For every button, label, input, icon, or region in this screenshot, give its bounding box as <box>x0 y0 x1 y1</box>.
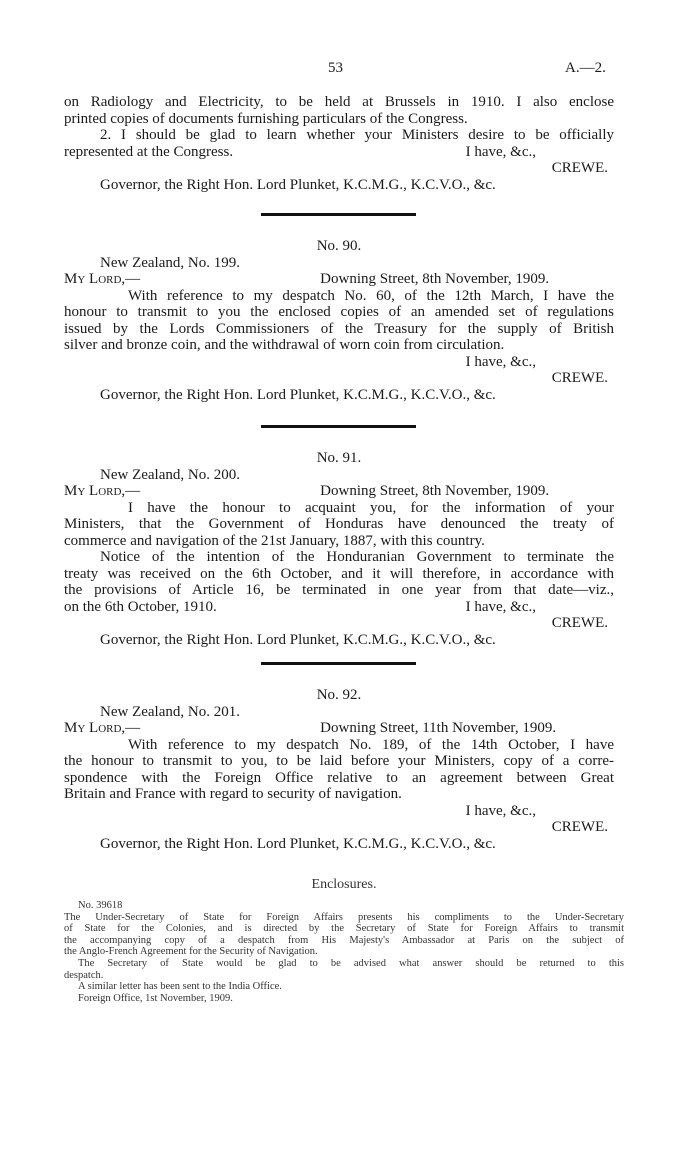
despatch-number: No. 92. <box>316 687 362 703</box>
place-date: Downing Street, 11th November, 1909. <box>320 720 557 736</box>
enclosure-line: despatch. <box>64 969 104 981</box>
closing-formula: I have, &c., <box>465 598 536 615</box>
enclosure-line: of State for the Colonies, and is directed by the Secretary of State for Foreign Affairs to transmit <box>64 923 624 935</box>
new-zealand-number: New Zealand, No. 201. <box>100 703 240 720</box>
page-number: 53 <box>328 60 343 76</box>
new-zealand-number: New Zealand, No. 199. <box>100 254 240 271</box>
body-line: on Radiology and Electricity, to be held at Brussels in 1910. I also enclose <box>64 94 614 110</box>
signature: CREWE. <box>551 160 608 176</box>
body-line: honour to transmit to you the enclosed copies of an amended set of regulations <box>64 304 614 320</box>
body-line: 2. I should be glad to learn whether your Ministers desire to be officially <box>100 127 614 143</box>
enclosure-number: No. 39618 <box>78 900 123 911</box>
addressee: Governor, the Right Hon. Lord Plunket, K.C.M.G., K.C.V.O., &c. <box>100 631 496 648</box>
salutation: My Lord,— <box>64 483 141 499</box>
body-line: the provisions of Article 16, be terminated in one year from that date—viz., <box>64 582 614 598</box>
page-header <box>0 60 700 80</box>
section-divider <box>261 213 416 216</box>
enclosures-title: Enclosures. <box>311 877 377 892</box>
section-divider <box>261 662 416 665</box>
body-line: represented at the Congress. <box>64 143 234 160</box>
enclosure-line: The Under-Secretary of State for Foreign Affairs presents his compliments to the Under-Secretary <box>64 911 624 923</box>
body-line: treaty was received on the 6th October, and it will therefore, in accordance with <box>64 565 614 582</box>
addressee: Governor, the Right Hon. Lord Plunket, K.C.M.G., K.C.V.O., &c. <box>100 386 496 403</box>
signature: CREWE. <box>551 370 608 386</box>
body-line: issued by the Lords Commissioners of the Treasury for the supply of British <box>64 320 614 337</box>
previous-despatch-continuation <box>64 94 614 193</box>
body-line: spondence with the Foreign Office relative to an agreement between Great <box>64 769 614 786</box>
body-line: I have the honour to acquaint you, for the information of your <box>128 499 614 516</box>
enclosures-section <box>64 876 624 1004</box>
closing-formula: I have, &c., <box>465 802 536 819</box>
despatch-90 <box>64 238 614 403</box>
enclosure-line: Foreign Office, 1st November, 1909. <box>78 992 233 1004</box>
addressee: Governor, the Right Hon. Lord Plunket, K.C.M.G., K.C.V.O., &c. <box>100 835 496 852</box>
section-divider <box>261 425 416 428</box>
section-reference: A.—2. <box>565 60 606 76</box>
body-line: With reference to my despatch No. 60, of the 12th March, I have the <box>128 287 614 304</box>
new-zealand-number: New Zealand, No. 200. <box>100 466 240 483</box>
place-date: Downing Street, 8th November, 1909. <box>320 483 550 499</box>
body-line: on the 6th October, 1910. <box>64 598 217 615</box>
despatch-number: No. 91. <box>316 450 362 466</box>
despatch-number: No. 90. <box>316 238 362 254</box>
place-date: Downing Street, 8th November, 1909. <box>320 271 550 287</box>
body-line: Ministers, that the Government of Honduras have denounced the treaty of <box>64 516 614 532</box>
despatch-91 <box>64 450 614 648</box>
signature: CREWE. <box>551 615 608 631</box>
body-line: silver and bronze coin, and the withdrawal of worn coin from circulation. <box>64 337 505 353</box>
body-line: printed copies of documents furnishing particulars of the Congress. <box>64 110 468 127</box>
enclosure-line: the accompanying copy of a despatch from His Majesty's Ambassador at Paris on the subject of <box>64 934 624 946</box>
addressee: Governor, the Right Hon. Lord Plunket, K.C.M.G., K.C.V.O., &c. <box>100 176 496 193</box>
signature: CREWE. <box>551 819 608 835</box>
body-line: With reference to my despatch No. 189, of the 14th October, I have <box>128 736 614 753</box>
salutation: My Lord,— <box>64 271 141 287</box>
enclosure-line: A similar letter has been sent to the India Office. <box>78 981 282 993</box>
body-line: Britain and France with regard to security of navigation. <box>64 786 402 802</box>
body-line: Notice of the intention of the Honduranian Government to terminate the <box>100 549 614 565</box>
enclosure-line: The Secretary of State would be glad to be advised what answer should be returned to this <box>78 957 624 969</box>
despatch-92 <box>64 687 614 852</box>
body-line: the honour to transmit to you, to be laid before your Ministers, copy of a corre- <box>64 753 614 769</box>
closing-formula: I have, &c., <box>465 353 536 370</box>
enclosure-line: the Anglo-French Agreement for the Security of Navigation. <box>64 946 318 958</box>
salutation: My Lord,— <box>64 720 141 736</box>
closing-formula: I have, &c., <box>465 143 536 160</box>
body-line: commerce and navigation of the 21st January, 1887, with this country. <box>64 532 485 549</box>
